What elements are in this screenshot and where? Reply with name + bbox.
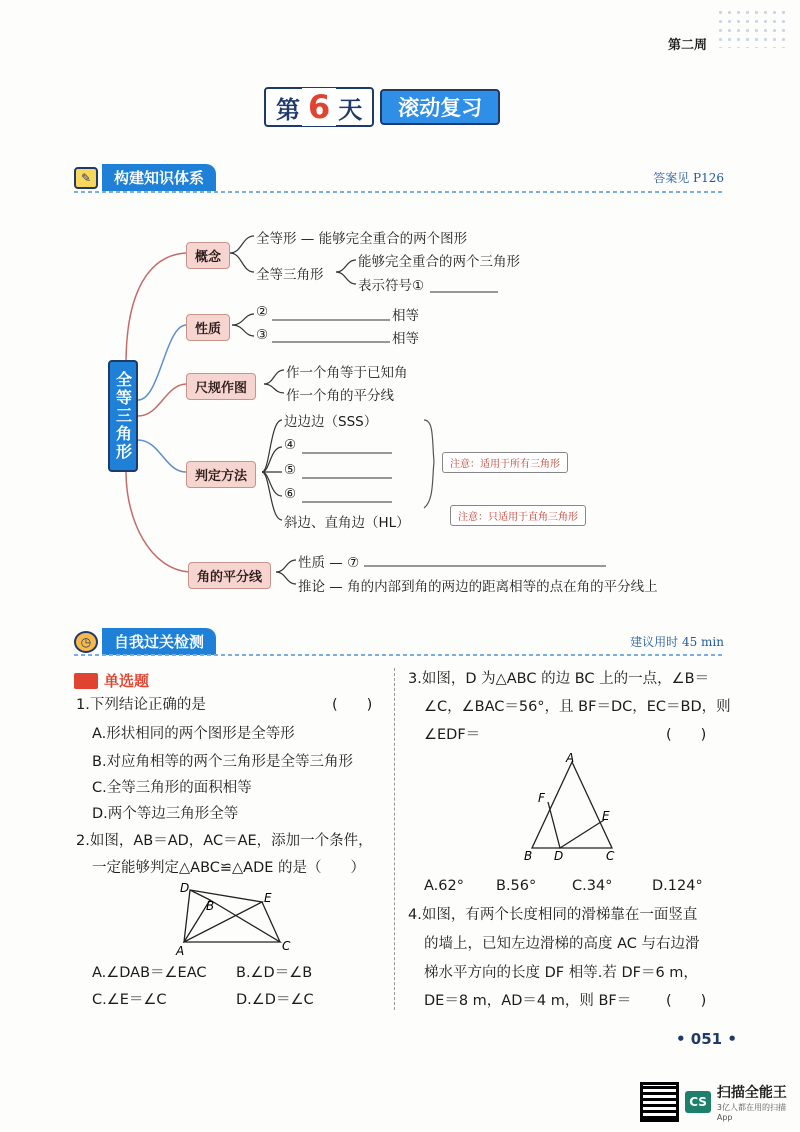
q3-label-e: E [602,809,610,823]
q4-stem-2: 的墙上，已知左边滑梯的高度 AC 与右边滑 [424,936,700,952]
q3-label-b: B [524,849,533,863]
section-divider-2 [74,654,724,656]
q1-paren: ( ) [332,697,373,713]
section-selfcheck-title: 自我过关检测 [102,628,216,655]
q2-label-e: E [264,891,272,905]
q3-stem-3: ∠EDF＝ [424,727,481,743]
q3-stem-1: 3.如图，D 为△ABC 的边 BC 上的一点，∠B＝ [408,671,710,687]
answer-ref: 答案见 P126 [653,171,724,185]
day-prefix: 第 [276,95,300,124]
q3-stem-2: ∠C，∠BAC＝56°，且 BF＝DC，EC＝BD，则 [424,699,731,715]
q3-label-a: A [566,752,575,765]
day-tag: 滚动复习 [380,89,500,125]
camscanner-logo-icon: CS [685,1091,711,1113]
day-number: 6 [302,88,336,126]
qr-code-icon [640,1082,679,1122]
property-item2: ② [256,304,269,320]
time-hint: 建议用时 45 min [630,635,724,649]
branch-construction: 尺规作图 [186,373,256,400]
q3-label-f: F [538,791,545,805]
q3-option-d: D.124° [652,878,703,894]
q3-option-c: C.34° [572,878,613,894]
bisector-corollary: 推论 — 角的内部到角的两边的距离相等的点在角的平分线上 [298,579,658,595]
concept-sub2: 表示符号① [358,278,425,294]
scanner-watermark [640,1082,800,1122]
q2-option-a: A.∠DAB＝∠EAC [92,965,207,981]
bisector-property: 性质 — ⑦ [298,555,360,571]
scanner-app-name: 扫描全能王 [716,1085,787,1101]
q2-stem-1: 2.如图，AB＝AD，AC＝AE，添加一个条件， [76,833,373,849]
q2-label-d: D [180,881,190,895]
branch-concept: 概念 [186,242,230,269]
q2-option-c: C.∠E＝∠C [92,992,167,1008]
q1-stem: 1.下列结论正确的是 [76,697,206,713]
column-divider [394,668,395,1010]
q1-option-c: C.全等三角形的面积相等 [92,780,252,796]
criteria-item6: ⑥ [284,486,297,502]
page-number: • 051 • [676,1030,737,1048]
construction-item2: 作一个角的平分线 [286,388,394,404]
mcq-bar [74,673,98,689]
edit-icon: ✎ [74,167,98,189]
q2-option-d: D.∠D＝∠C [236,992,314,1008]
q3-figure [518,752,628,864]
criteria-hl: 斜边、直角边（HL） [284,515,410,531]
criteria-item4: ④ [284,437,297,453]
q2-label-a: A [176,944,185,958]
branch-criteria: 判定方法 [186,461,256,488]
note-all-triangles: 注意：适用于所有三角形 [442,452,568,473]
concept-line1: 全等形 — 能够完全重合的两个图形 [256,231,468,247]
q1-option-a: A.形状相同的两个图形是全等形 [92,726,295,742]
scanner-app-tagline: 3亿人都在用的扫描App [716,1103,786,1122]
clock-icon: ◷ [74,631,98,653]
section-selfcheck-header [74,628,724,655]
q3-paren: ( ) [666,727,707,743]
q1-option-d: D.两个等边三角形全等 [92,806,239,822]
q3-label-c: C [606,849,615,863]
q4-stem-1: 4.如图，有两个长度相同的滑梯靠在一面竖直 [408,907,698,923]
q3-option-b: B.56° [496,878,537,894]
note-right-triangles: 注意：只适用于直角三角形 [450,505,586,526]
property-item3: ③ [256,327,269,343]
construction-item1: 作一个角等于已知角 [286,365,408,381]
branch-bisector: 角的平分线 [188,562,271,589]
q4-stem-3: 梯水平方向的长度 DF 相等.若 DF＝6 m， [424,965,698,981]
property-suffix-1: 相等 [392,308,419,324]
q4-stem-4: DE＝8 m，AD＝4 m，则 BF＝ [424,993,632,1009]
q3-option-a: A.62° [424,878,464,894]
criteria-item5: ⑤ [284,462,297,478]
week-label: 第二周 [668,38,708,53]
q3-label-d: D [554,849,564,863]
concept-line2: 全等三角形 [256,267,324,283]
q2-option-b: B.∠D＝∠B [236,965,313,981]
q2-label-c: C [282,939,291,953]
branch-property: 性质 [186,314,230,341]
criteria-sss: 边边边（SSS） [284,414,378,430]
q4-paren: ( ) [666,993,707,1009]
mcq-label: 单选题 [104,672,150,690]
q2-stem-2: 一定能够判定△ABC≌△ADE 的是（ ） [92,860,366,876]
mcq-header [74,670,149,691]
property-suffix-2: 相等 [392,331,419,347]
mindmap-root: 全等三角形 [108,360,138,472]
q2-figure [170,880,300,960]
concept-sub1: 能够完全重合的两个三角形 [358,254,520,270]
q1-option-b: B.对应角相等的两个三角形是全等三角形 [92,754,354,770]
section-knowledge-title: 构建知识体系 [102,164,216,191]
day-suffix: 天 [338,95,363,124]
q2-label-b: B [206,899,215,913]
